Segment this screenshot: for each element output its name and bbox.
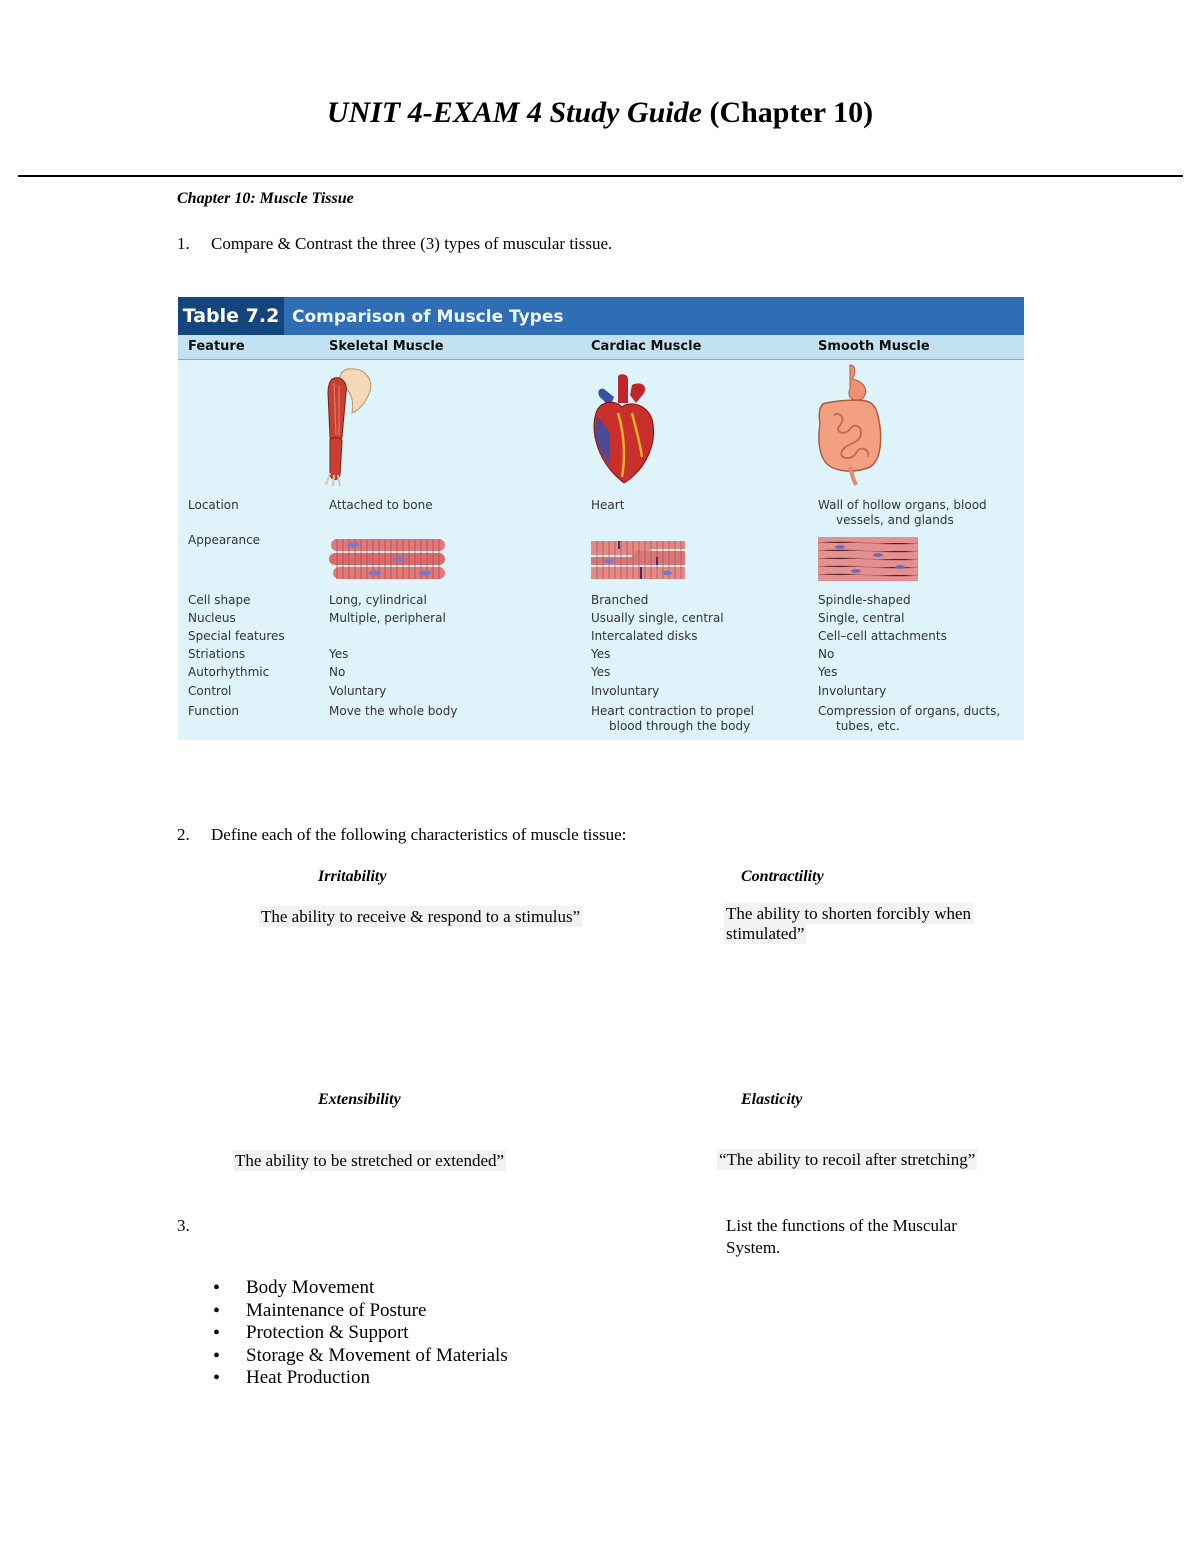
col-header-smooth: Smooth Muscle <box>818 339 930 354</box>
row-label-function: Function <box>188 704 240 718</box>
question-2 <box>177 825 626 845</box>
cell-cardiac-special-features: Intercalated disks <box>591 629 698 643</box>
question-3-number: 3. <box>177 1216 190 1235</box>
title-main: UNIT 4-EXAM 4 Study Guide <box>326 96 702 129</box>
cell-smooth-cell-shape: Spindle-shaped <box>818 593 911 607</box>
cell-cardiac-autorhythmic: Yes <box>591 665 611 679</box>
question-1 <box>177 234 612 254</box>
row-label-special-features: Special features <box>188 629 285 643</box>
col-header-feature: Feature <box>188 339 245 354</box>
question-2-number: 2. <box>177 825 190 844</box>
cell-cardiac-striations: Yes <box>591 647 611 661</box>
cell-smooth-striations: No <box>818 647 835 661</box>
row-label-autorhythmic: Autorhythmic <box>188 665 270 679</box>
cell-skeletal-cell-shape: Long, cylindrical <box>329 593 427 607</box>
cell-cardiac-control: Involuntary <box>591 684 660 698</box>
title-divider <box>18 175 1183 177</box>
row-label-striations: Striations <box>188 647 246 661</box>
cell-skeletal-nucleus: Multiple, peripheral <box>329 611 446 625</box>
list-item: • Storage & Movement of Materials <box>246 1345 508 1368</box>
cell-skeletal-control: Voluntary <box>329 684 387 698</box>
row-label-control: Control <box>188 684 232 698</box>
question-3-text-line2: System. <box>726 1238 781 1257</box>
cell-cardiac-nucleus: Usually single, central <box>591 611 724 625</box>
row-label-location: Location <box>188 498 239 512</box>
row-label-nucleus: Nucleus <box>188 611 236 625</box>
cell-smooth-control: Involuntary <box>818 684 887 698</box>
table-header-bar <box>178 297 1024 335</box>
cell-skeletal-location: Attached to bone <box>329 498 433 512</box>
intestine-illustration <box>816 363 888 487</box>
question-2-text: Define each of the following characteristics of muscle tissue: <box>211 825 627 844</box>
question-1-text: Compare & Contrast the three (3) types of muscular tissue. <box>211 234 613 253</box>
list-item: • Body Movement <box>246 1277 508 1300</box>
col-header-cardiac: Cardiac Muscle <box>591 339 702 354</box>
smooth-fiber-image <box>818 537 918 581</box>
question-1-number: 1. <box>177 234 190 253</box>
definition-extensibility: The ability to be stretched or extended” <box>235 1151 505 1170</box>
skeletal-arm-illustration <box>318 363 378 487</box>
list-item: • Protection & Support <box>246 1322 508 1345</box>
definition-elasticity: “The ability to recoil after stretching” <box>719 1150 976 1169</box>
definition-contractility-line2: stimulated” <box>726 924 805 943</box>
definition-irritability: The ability to receive & respond to a stimulus” <box>261 907 581 926</box>
cell-cardiac-function-cont: blood through the body <box>609 719 751 733</box>
table-column-headers <box>178 335 1024 360</box>
cell-skeletal-function: Move the whole body <box>329 704 458 718</box>
term-extensibility: Extensibility <box>318 1091 401 1108</box>
cell-smooth-location: Wall of hollow organs, blood <box>818 498 987 512</box>
cell-smooth-location-cont: vessels, and glands <box>836 513 954 527</box>
cell-smooth-autorhythmic: Yes <box>818 665 838 679</box>
row-label-appearance: Appearance <box>188 533 261 547</box>
cell-cardiac-function: Heart contraction to propel <box>591 704 754 718</box>
cell-skeletal-autorhythmic: No <box>329 665 346 679</box>
chapter-heading: Chapter 10: Muscle Tissue <box>177 190 354 207</box>
cell-cardiac-cell-shape: Branched <box>591 593 649 607</box>
muscle-comparison-table <box>178 297 1024 740</box>
cell-cardiac-location: Heart <box>591 498 625 512</box>
cell-smooth-special-features: Cell–cell attachments <box>818 629 947 643</box>
cell-skeletal-striations: Yes <box>329 647 349 661</box>
list-item: • Maintenance of Posture <box>246 1300 508 1323</box>
definition-contractility-line1: The ability to shorten forcibly when <box>726 904 972 923</box>
cardiac-fiber-image <box>591 537 685 581</box>
cell-smooth-function-cont: tubes, etc. <box>836 719 900 733</box>
muscular-functions-list <box>212 1277 508 1390</box>
term-elasticity: Elasticity <box>741 1091 803 1108</box>
col-header-skeletal: Skeletal Muscle <box>329 339 444 354</box>
table-number: Table 7.2 <box>178 297 284 335</box>
cell-smooth-function: Compression of organs, ducts, <box>818 704 1001 718</box>
row-label-cell-shape: Cell shape <box>188 593 251 607</box>
term-contractility: Contractility <box>741 868 824 885</box>
title-chapter: (Chapter 10) <box>709 96 874 129</box>
page-title <box>0 96 1200 130</box>
list-item: • Heat Production <box>246 1367 508 1390</box>
question-3-text-line1: List the functions of the Muscular <box>726 1216 957 1235</box>
skeletal-fiber-image <box>329 537 447 581</box>
heart-illustration <box>588 373 660 489</box>
cell-smooth-nucleus: Single, central <box>818 611 905 625</box>
table-caption: Comparison of Muscle Types <box>292 307 564 327</box>
term-irritability: Irritability <box>318 868 387 885</box>
